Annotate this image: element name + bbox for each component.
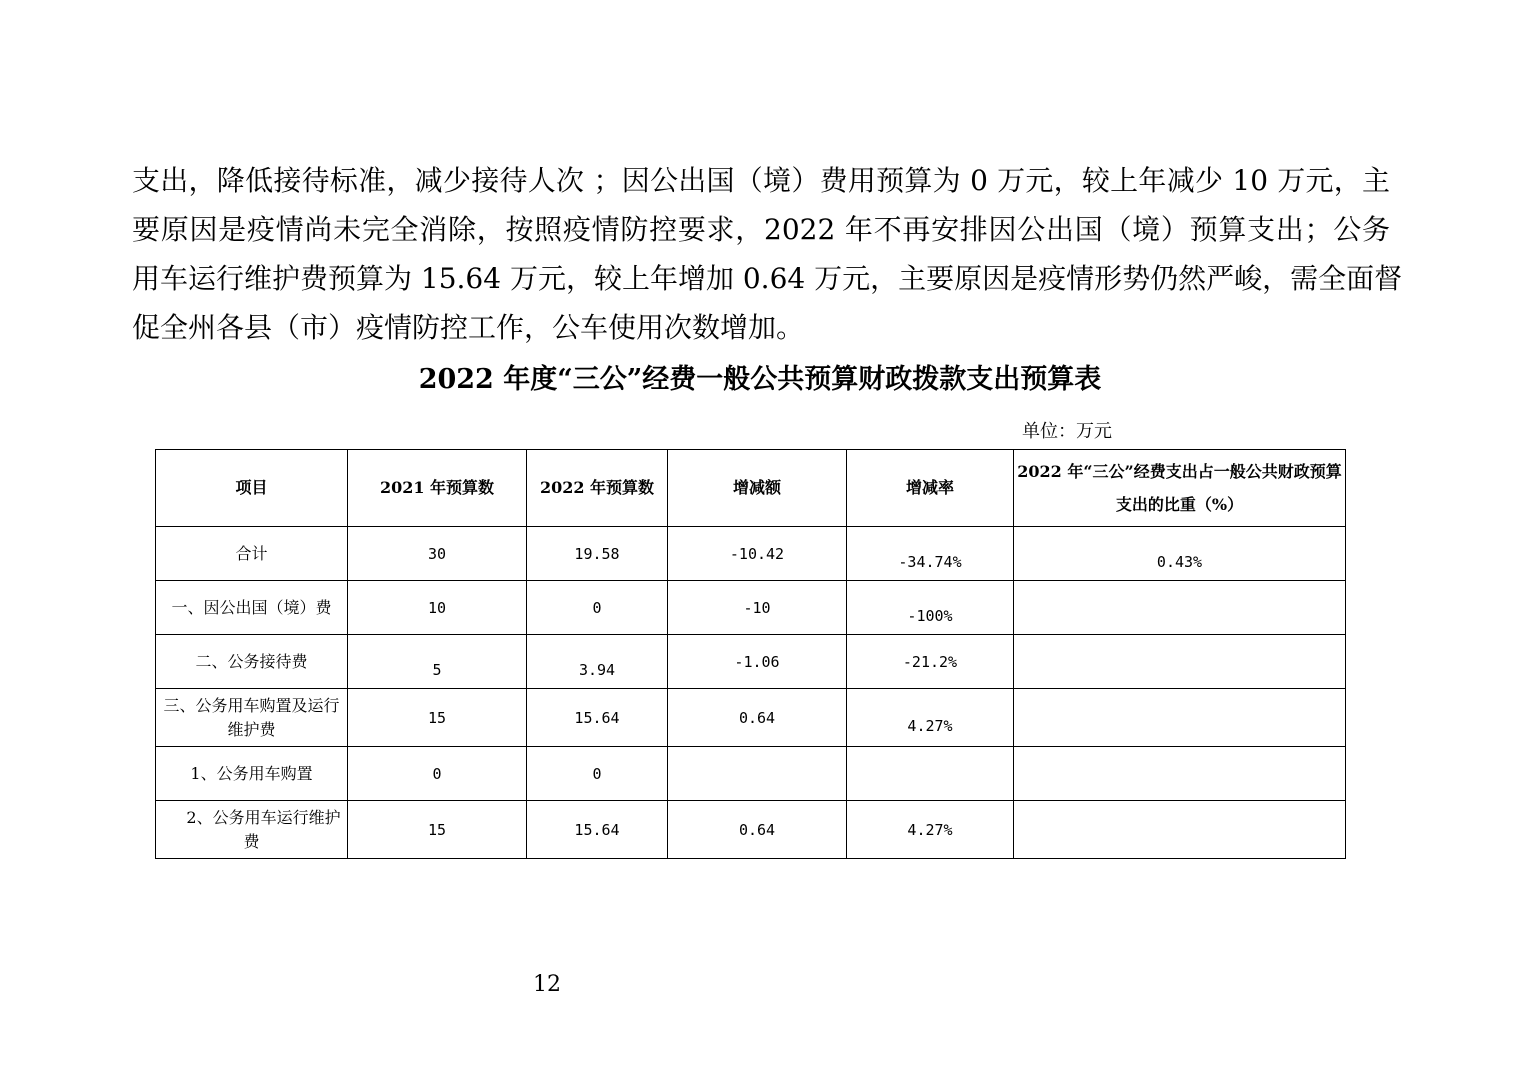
cell-budget-2022-value: 3.94: [578, 660, 616, 679]
cell-budget-2022: 0: [527, 581, 668, 635]
cell-share: [1014, 801, 1346, 859]
cell-budget-2021: 15: [348, 801, 527, 859]
cell-rate: [847, 527, 1014, 581]
cell-budget-2022: 0: [527, 747, 668, 801]
header-row: [156, 450, 1346, 527]
table-row: [156, 581, 1346, 635]
cell-item: 二、公务接待费: [156, 635, 348, 689]
cell-change: -10.42: [668, 527, 847, 581]
paragraph-line: 促全州各县（市）疫情防控工作，公车使用次数增加。: [132, 311, 805, 344]
cell-rate-value: -34.74%: [898, 552, 962, 571]
table-row: [156, 747, 1346, 801]
header-share: 2022 年“三公”经费支出占一般公共财政预算支出的比重（%）: [1014, 450, 1346, 527]
cell-rate-value: 4.27%: [907, 716, 953, 735]
cell-change: -1.06: [668, 635, 847, 689]
cell-item: 三、公务用车购置及运行维护费: [156, 689, 348, 747]
cell-item: 合计: [156, 527, 348, 581]
cell-budget-2022: 15.64: [527, 689, 668, 747]
cell-share: [1014, 527, 1346, 581]
cell-item: 1、公务用车购置: [156, 747, 348, 801]
cell-item: 2、公务用车运行维护费: [156, 801, 348, 859]
cell-share: [1014, 747, 1346, 801]
header-item: 项目: [156, 450, 348, 527]
cell-budget-2021-value: 5: [432, 660, 442, 679]
cell-rate: [847, 747, 1014, 801]
cell-budget-2022: [527, 635, 668, 689]
page-number: 12: [533, 972, 561, 997]
cell-rate: [847, 581, 1014, 635]
cell-budget-2021: 15: [348, 689, 527, 747]
cell-change: -10: [668, 581, 847, 635]
cell-rate: 4.27%: [847, 801, 1014, 859]
cell-change: 0.64: [668, 689, 847, 747]
header-change-rate: 增减率: [847, 450, 1014, 527]
table-row: [156, 801, 1346, 859]
cell-share: [1014, 635, 1346, 689]
header-budget-2021: 2021 年预算数: [348, 450, 527, 527]
cell-budget-2021: [348, 635, 527, 689]
cell-share: [1014, 581, 1346, 635]
cell-budget-2021: 10: [348, 581, 527, 635]
cell-item: 一、因公出国（境）费: [156, 581, 348, 635]
cell-rate-value: -100%: [907, 606, 953, 625]
paragraph-line: 要原因是疫情尚未完全消除，按照疫情防控要求，2022 年不再安排因公出国（境）预算支出；公务: [132, 213, 1390, 246]
header-change-amount: 增减额: [668, 450, 847, 527]
table-title: 2022 年度“三公”经费一般公共预算财政拨款支出预算表: [418, 364, 1102, 395]
cell-budget-2022: 19.58: [527, 527, 668, 581]
cell-rate: [847, 689, 1014, 747]
paragraph-line: 支出，降低接待标准，减少接待人次 ；因公出国（境）费用预算为 0 万元，较上年减少 10 万元，主: [132, 164, 1390, 197]
cell-rate: -21.2%: [847, 635, 1014, 689]
cell-budget-2021: 0: [348, 747, 527, 801]
cell-share-value: 0.43%: [1156, 552, 1203, 571]
budget-table: [155, 449, 1346, 859]
cell-change: [668, 747, 847, 801]
unit-label: 单位：万元: [1022, 421, 1112, 442]
table-row: [156, 689, 1346, 747]
body-paragraph: [132, 156, 1403, 352]
cell-share: [1014, 689, 1346, 747]
cell-budget-2022: 15.64: [527, 801, 668, 859]
cell-change: 0.64: [668, 801, 847, 859]
header-budget-2022: 2022 年预算数: [527, 450, 668, 527]
table-row: [156, 635, 1346, 689]
cell-budget-2021: 30: [348, 527, 527, 581]
table-row: [156, 527, 1346, 581]
paragraph-line: 用车运行维护费预算为 15.64 万元，较上年增加 0.64 万元，主要原因是疫情形势仍然严峻，需全面督: [132, 262, 1403, 295]
